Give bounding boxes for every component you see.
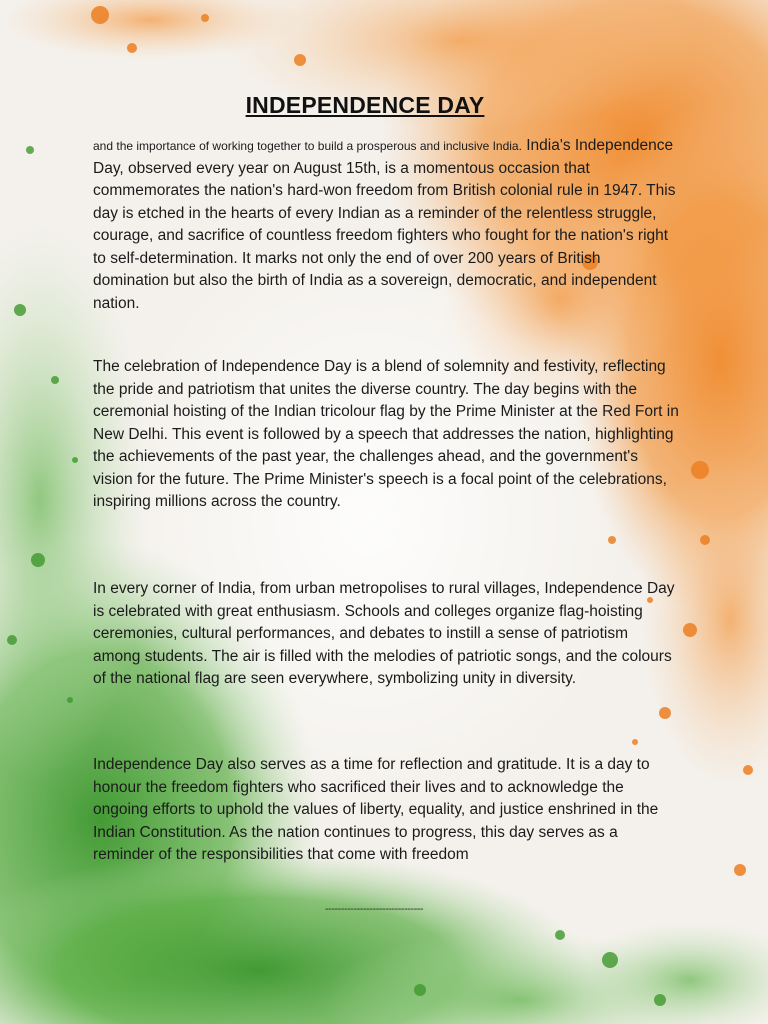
paragraph-1-text: India's Independence Day, observed every year on August 15th, is a momentous occasion that commemorates the nation's hard-won freedom from British colonial rule in 1947. This day is etched in the hearts of every Indian as a reminder of the relentless struggle, courage, and sacrifice of countless freedom fighters who fought for the nation's right to self-determination. It marks not only the end of over 200 years of British domination but also the birth of India as a sovereign, democratic, and independent nation. [93, 137, 676, 312]
paragraph-3: In every corner of India, from urban metropolises to rural villages, Independence Day is celebrated with great enthusiasm. Schools and colleges organize flag-hoisting ceremonies, cultural performances, and debates to instill a sense of patriotism among students. The air is filled with the melodies of patriotic songs, and the colours of the national flag are seen everywhere, symbolizing unity in diversity. [93, 580, 675, 687]
intro-fragment: and the importance of working together to build a prosperous and inclusive India. [93, 139, 522, 153]
paragraph-1 [93, 135, 679, 315]
paragraph-2: The celebration of Independence Day is a blend of solemnity and festivity, reflecting the pride and patriotism that unites the diverse country. The day begins with the ceremonial hoisting of the Indian tricolour flag by the Prime Minister at the Red Fort in New Delhi. This event is followed by a speech that addresses the nation, highlighting the achievements of the past year, the challenges ahead, and the government's vision for the future. The Prime Minister's speech is a focal point of the celebrations, inspiring millions across the country. [93, 358, 679, 510]
paragraph-4: Independence Day also serves as a time for reflection and gratitude. It is a day to honour the freedom fighters who sacrificed their lives and to acknowledge the ongoing efforts to uphold the values of liberty, equality, and justice enshrined in the Indian Constitution. As the nation continues to progress, this day serves as a reminder of the responsibilities that come with freedom [93, 756, 659, 863]
end-divider: ------------------------------- [325, 903, 424, 915]
page-title: INDEPENDENCE DAY [245, 92, 485, 118]
